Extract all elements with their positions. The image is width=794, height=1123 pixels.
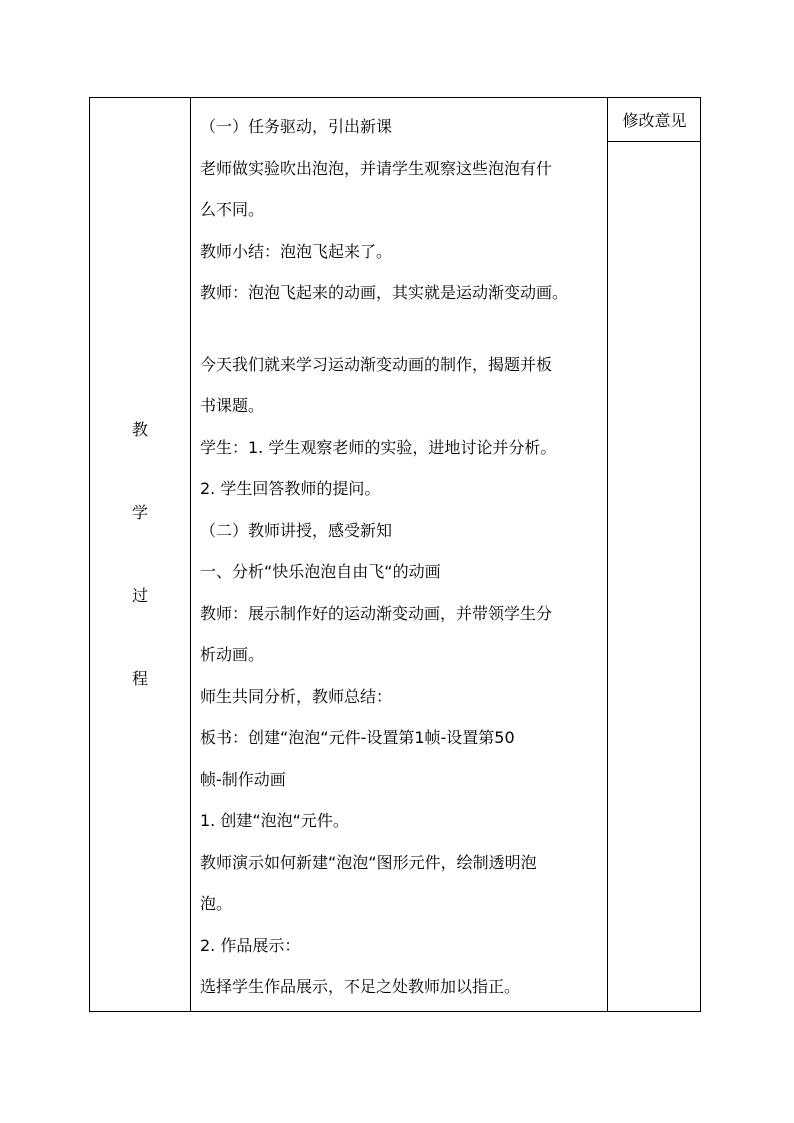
lesson-table [89, 97, 701, 1012]
column-divider-left [190, 98, 191, 1011]
content-line: 今天我们就来学习运动渐变动画的制作，揭题并板 [200, 354, 553, 374]
content-line: 教师小结：泡泡飞起来了。 [200, 241, 393, 261]
content-line: 泡。 [200, 894, 233, 913]
content-line: （一）任务驱动，引出新课 [200, 117, 393, 136]
content-line: 2. 作品展示： [200, 935, 301, 955]
content-line: 一、分析“快乐泡泡自由飞“的动画 [200, 562, 441, 581]
content-line: 选择学生作品展示，不足之处教师加以指正。 [200, 977, 521, 996]
side-label-char: 过 [131, 586, 148, 605]
content-line: （二）教师讲授，感受新知 [200, 520, 393, 540]
content-line: 书课题。 [200, 396, 265, 415]
content-line: 析动画。 [200, 645, 265, 664]
content-line: 教师：泡泡飞起来的动画，其实就是运动渐变动画。 [200, 283, 569, 302]
content-line: 学生：1. 学生观察老师的实验，进地讨论并分析。 [200, 437, 557, 457]
side-label-char: 程 [131, 669, 148, 688]
spacer [200, 314, 602, 344]
side-label-char: 学 [131, 503, 148, 522]
revision-notes-header: 修改意见 [622, 111, 687, 130]
side-label-char: 教 [131, 420, 148, 439]
content-line: 老师做实验吹出泡泡，并请学生观察这些泡泡有什 [200, 158, 553, 178]
header-divider [607, 141, 700, 142]
content-line: 板书：创建“泡泡“元件-设置第1帧-设置第50 [200, 728, 515, 747]
content-line: 么不同。 [200, 200, 265, 219]
lesson-content [200, 106, 602, 1008]
content-line: 教师：展示制作好的运动渐变动画，并带领学生分 [200, 603, 553, 623]
content-line: 帧-制作动画 [200, 769, 286, 789]
content-line: 教师演示如何新建“泡泡“图形元件，绘制透明泡 [200, 852, 537, 872]
content-line: 1. 创建“泡泡“元件。 [200, 811, 349, 830]
content-line: 师生共同分析，教师总结： [200, 686, 393, 706]
column-divider-right [607, 98, 608, 1011]
content-line: 2. 学生回答教师的提问。 [200, 479, 381, 498]
